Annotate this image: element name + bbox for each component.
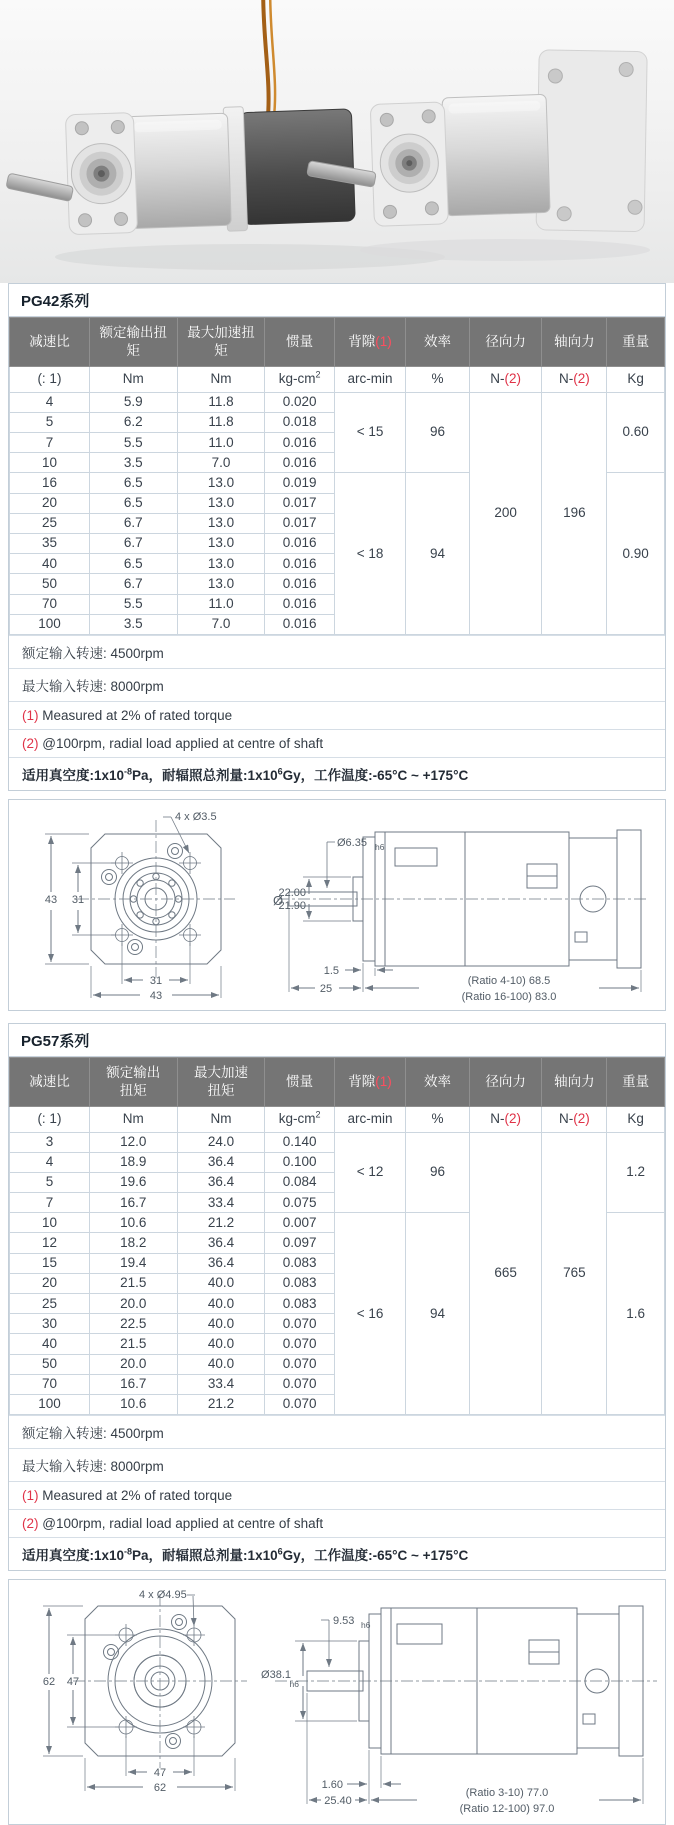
spec-cell: 0.097 (265, 1233, 334, 1253)
spec-cell: 0.016 (265, 554, 334, 574)
spec-cell: 10.6 (89, 1394, 177, 1414)
spec-cell: 5.5 (89, 594, 177, 614)
pg57-dimension-drawing (17, 1582, 673, 1822)
unit-cell: % (406, 1107, 470, 1132)
spec-row (10, 1132, 665, 1152)
column-header: 额定输出 扭矩 (89, 1057, 177, 1106)
spec-cell: 16 (10, 473, 90, 493)
efficiency-cell: 94 (406, 1213, 470, 1415)
dim-step-len: 1.5 (323, 964, 339, 977)
spec-cell: 12.0 (89, 1132, 177, 1152)
spec-cell: 10.6 (89, 1213, 177, 1233)
pg57-front-view (43, 1594, 247, 1791)
dim-front-height: 43 (44, 893, 58, 906)
spec-cell: 6.5 (89, 473, 177, 493)
unit-cell: arc-min (334, 1107, 405, 1132)
dim-shaft-dia: 9.53 (333, 1615, 355, 1628)
spec-cell: 11.0 (177, 594, 265, 614)
unit-cell: (: 1) (10, 367, 90, 392)
spec-cell: 20.0 (89, 1294, 177, 1314)
dim-front-inner-height: 47 (66, 1676, 80, 1689)
column-header: 惯量 (265, 318, 334, 367)
backlash-cell: < 12 (334, 1132, 405, 1213)
column-header: 轴向力 (542, 1057, 607, 1106)
note-line: 适用真空度$:1x10^{-8}Pa$，耐辐照总剂量$:1x10^6Gy$，工作温度:-65°C ~ +175°C (9, 1537, 665, 1570)
pg57-notes (9, 1415, 665, 1570)
column-header: 效率 (406, 1057, 470, 1106)
unit-cell: N-(2) (469, 1107, 542, 1132)
spec-cell: 6.2 (89, 412, 177, 432)
header-row (10, 1057, 665, 1106)
note-line: (2) @100rpm, radial load applied at centre of shaft (9, 1509, 665, 1537)
units-row (10, 367, 665, 392)
spec-cell: 19.6 (89, 1172, 177, 1192)
weight-cell: 1.6 (607, 1213, 665, 1415)
spec-cell: 0.019 (265, 473, 334, 493)
spec-cell: 30 (10, 1314, 90, 1334)
spec-cell: 5 (10, 412, 90, 432)
unit-cell: N-(2) (469, 367, 542, 392)
dim-front-width: 43 (149, 989, 163, 1002)
spec-cell: 0.083 (265, 1253, 334, 1273)
spec-cell: 70 (10, 1374, 90, 1394)
spec-cell: 40.0 (177, 1314, 265, 1334)
spec-cell: 11.8 (177, 392, 265, 412)
spec-cell: 10 (10, 1213, 90, 1233)
dim-shaft-len: 25.40 (324, 1795, 352, 1808)
spec-cell: 33.4 (177, 1374, 265, 1394)
column-header: 轴向力 (542, 318, 607, 367)
spec-cell: 3.5 (89, 614, 177, 634)
spec-cell: 24.0 (177, 1132, 265, 1152)
spec-cell: 4 (10, 392, 90, 412)
dim-hole-callout: 4 x Ø4.95 (139, 1589, 187, 1602)
unit-cell: Nm (177, 1107, 265, 1132)
spec-cell: 6.5 (89, 554, 177, 574)
pg57-side-view (275, 1606, 657, 1804)
product-photo (0, 0, 674, 283)
unit-cell: (: 1) (10, 1107, 90, 1132)
radial-cell: 665 (469, 1132, 542, 1415)
spec-cell: 13.0 (177, 513, 265, 533)
spec-cell: 6.7 (89, 533, 177, 553)
note-line: (1) Measured at 2% of rated torque (9, 1481, 665, 1509)
spec-cell: 36.4 (177, 1253, 265, 1273)
spec-cell: 0.084 (265, 1172, 334, 1192)
unit-cell: Nm (89, 367, 177, 392)
note-line: 额定输入转速: 4500rpm (9, 635, 665, 668)
spec-cell: 100 (10, 614, 90, 634)
spec-cell: 0.016 (265, 574, 334, 594)
dim-pilot-dia: Ø38.1 (261, 1669, 291, 1682)
spec-cell: 0.083 (265, 1294, 334, 1314)
spec-cell: 13.0 (177, 574, 265, 594)
section-title: PG57系列 (9, 1024, 665, 1057)
unit-cell: Nm (177, 367, 265, 392)
spec-cell: 0.070 (265, 1334, 334, 1354)
spec-cell: 16.7 (89, 1374, 177, 1394)
spec-cell: 25 (10, 1294, 90, 1314)
spec-cell: 12 (10, 1233, 90, 1253)
spec-cell: 7 (10, 433, 90, 453)
spec-cell: 21.5 (89, 1273, 177, 1293)
spec-cell: 0.083 (265, 1273, 334, 1293)
efficiency-cell: 96 (406, 392, 470, 473)
column-header: 惯量 (265, 1057, 334, 1106)
gearbox-photo-illustration (0, 0, 674, 283)
unit-cell: N-(2) (542, 1107, 607, 1132)
axial-cell: 765 (542, 1132, 607, 1415)
spec-cell: 0.016 (265, 453, 334, 473)
header-row (10, 318, 665, 367)
unit-cell: Kg (607, 367, 665, 392)
pg42-front-view (45, 817, 235, 998)
units-row (10, 1107, 665, 1132)
backlash-cell: < 16 (334, 1213, 405, 1415)
column-header: 最大加速 扭矩 (177, 1057, 265, 1106)
unit-cell: $kg-cm^2$ (265, 1107, 334, 1132)
spec-cell: 13.0 (177, 493, 265, 513)
spec-cell: 0.007 (265, 1213, 334, 1233)
weight-cell: 1.2 (607, 1132, 665, 1213)
spec-cell: 3 (10, 1132, 90, 1152)
dim-pilot-prefix: Ø (273, 892, 284, 908)
column-header: 减速比 (10, 318, 90, 367)
dim-ratio-length-a: (Ratio 4-10) 68.5 (467, 974, 551, 987)
spec-cell: 19.4 (89, 1253, 177, 1273)
dim-pilot-top: 22.00 (278, 886, 306, 899)
spec-cell: 35 (10, 533, 90, 553)
unit-cell: N-(2) (542, 367, 607, 392)
note-line: 最大输入转速: 8000rpm (9, 668, 665, 701)
spec-row (10, 392, 665, 412)
spec-cell: 70 (10, 594, 90, 614)
spec-cell: 0.140 (265, 1132, 334, 1152)
spec-cell: 20 (10, 493, 90, 513)
column-header: 重量 (607, 318, 665, 367)
spec-cell: 33.4 (177, 1193, 265, 1213)
dim-ratio-length-a: (Ratio 3-10) 77.0 (465, 1787, 549, 1800)
spec-cell: 6.7 (89, 574, 177, 594)
dim-step-len: 1.60 (321, 1779, 343, 1792)
pg42-notes (9, 635, 665, 790)
spec-cell: 16.7 (89, 1193, 177, 1213)
dim-front-height: 62 (42, 1676, 56, 1689)
spec-cell: 18.9 (89, 1152, 177, 1172)
spec-cell: 13.0 (177, 533, 265, 553)
spec-cell: 25 (10, 513, 90, 533)
spec-cell: 5.9 (89, 392, 177, 412)
efficiency-cell: 96 (406, 1132, 470, 1213)
spec-cell: 50 (10, 574, 90, 594)
unit-cell: Nm (89, 1107, 177, 1132)
backlash-cell: < 15 (334, 392, 405, 473)
spec-cell: 0.070 (265, 1394, 334, 1414)
spec-cell: 22.5 (89, 1314, 177, 1334)
note-line: (1) Measured at 2% of rated torque (9, 701, 665, 729)
dim-shaft-fit: h6 (375, 841, 385, 852)
spec-cell: 36.4 (177, 1233, 265, 1253)
spec-cell: 21.5 (89, 1334, 177, 1354)
unit-cell: $kg-cm^2$ (265, 367, 334, 392)
dim-shaft-len: 25 (319, 982, 333, 995)
spec-cell: 7 (10, 1193, 90, 1213)
spec-cell: 0.016 (265, 614, 334, 634)
dim-shaft-fit: h6 (361, 1620, 371, 1631)
column-header: 最大加速扭 矩 (177, 318, 265, 367)
spec-cell: 50 (10, 1354, 90, 1374)
spec-cell: 5.5 (89, 433, 177, 453)
spec-cell: 40.0 (177, 1334, 265, 1354)
unit-cell: Kg (607, 1107, 665, 1132)
spec-cell: 0.016 (265, 533, 334, 553)
pg42-dimension-drawing (17, 802, 673, 1008)
dim-shaft-dia: Ø6.35 (337, 836, 367, 849)
spec-cell: 100 (10, 1394, 90, 1414)
spec-cell: 15 (10, 1253, 90, 1273)
spec-cell: 5 (10, 1172, 90, 1192)
efficiency-cell: 94 (406, 473, 470, 635)
spec-cell: 20 (10, 1273, 90, 1293)
spec-cell: 0.018 (265, 412, 334, 432)
dim-front-width: 62 (153, 1782, 167, 1795)
spec-cell: 0.070 (265, 1354, 334, 1374)
note-line: 适用真空度$:1x10^{-8}Pa$，耐辐照总剂量$:1x10^6Gy$，工作温度:-65°C ~ +175°C (9, 757, 665, 790)
spec-cell: 36.4 (177, 1152, 265, 1172)
pg42-spec-table (9, 317, 665, 635)
pg57-drawing-box (8, 1579, 666, 1825)
dim-front-inner-height: 31 (71, 893, 85, 906)
column-header: 径向力 (469, 318, 542, 367)
weight-cell: 0.90 (607, 473, 665, 635)
column-header: 效率 (406, 318, 470, 367)
spec-cell: 0.075 (265, 1193, 334, 1213)
spec-cell: 0.017 (265, 493, 334, 513)
spec-cell: 11.0 (177, 433, 265, 453)
spec-cell: 10 (10, 453, 90, 473)
spec-cell: 40 (10, 554, 90, 574)
column-header: 背隙(1) (334, 318, 405, 367)
spec-cell: 0.070 (265, 1314, 334, 1334)
note-line: 最大输入转速: 8000rpm (9, 1448, 665, 1481)
section-title: PG42系列 (9, 284, 665, 317)
note-line: (2) @100rpm, radial load applied at centre of shaft (9, 729, 665, 757)
radial-cell: 200 (469, 392, 542, 634)
spec-cell: 13.0 (177, 473, 265, 493)
spec-cell: 21.2 (177, 1213, 265, 1233)
pg57-spec-table (9, 1057, 665, 1415)
spec-cell: 0.070 (265, 1374, 334, 1394)
spec-cell: 20.0 (89, 1354, 177, 1374)
dim-front-inner-width: 31 (149, 974, 163, 987)
weight-cell: 0.60 (607, 392, 665, 473)
unit-cell: % (406, 367, 470, 392)
spec-cell: 36.4 (177, 1172, 265, 1192)
dim-ratio-length-b: (Ratio 12-100) 97.0 (459, 1803, 555, 1816)
spec-cell: 21.2 (177, 1394, 265, 1414)
spec-cell: 6.7 (89, 513, 177, 533)
spec-cell: 0.016 (265, 433, 334, 453)
dim-pilot-bottom: 21.90 (278, 899, 306, 912)
column-header: 重量 (607, 1057, 665, 1106)
column-header: 额定输出扭 矩 (89, 318, 177, 367)
spec-cell: 4 (10, 1152, 90, 1172)
note-line: 额定输入转速: 4500rpm (9, 1415, 665, 1448)
section-pg42 (8, 283, 666, 791)
spec-cell: 11.8 (177, 412, 265, 432)
spec-cell: 0.020 (265, 392, 334, 412)
unit-cell: arc-min (334, 367, 405, 392)
spec-cell: 40.0 (177, 1273, 265, 1293)
axial-cell: 196 (542, 392, 607, 634)
column-header: 背隙(1) (334, 1057, 405, 1106)
dim-pilot-fit: h6 (289, 1679, 299, 1690)
backlash-cell: < 18 (334, 473, 405, 635)
spec-cell: 0.100 (265, 1152, 334, 1172)
spec-cell: 7.0 (177, 614, 265, 634)
section-pg57 (8, 1023, 666, 1571)
pg42-drawing-box (8, 799, 666, 1011)
column-header: 径向力 (469, 1057, 542, 1106)
dim-front-inner-width: 47 (153, 1767, 167, 1780)
spec-cell: 6.5 (89, 493, 177, 513)
column-header: 减速比 (10, 1057, 90, 1106)
spec-cell: 0.017 (265, 513, 334, 533)
spec-cell: 40.0 (177, 1294, 265, 1314)
spec-cell: 7.0 (177, 453, 265, 473)
spec-cell: 40 (10, 1334, 90, 1354)
dim-ratio-length-b: (Ratio 16-100) 83.0 (461, 990, 557, 1003)
dim-hole-callout: 4 x Ø3.5 (175, 810, 217, 823)
spec-cell: 18.2 (89, 1233, 177, 1253)
spec-cell: 3.5 (89, 453, 177, 473)
spec-cell: 0.016 (265, 594, 334, 614)
spec-cell: 13.0 (177, 554, 265, 574)
spec-cell: 40.0 (177, 1354, 265, 1374)
